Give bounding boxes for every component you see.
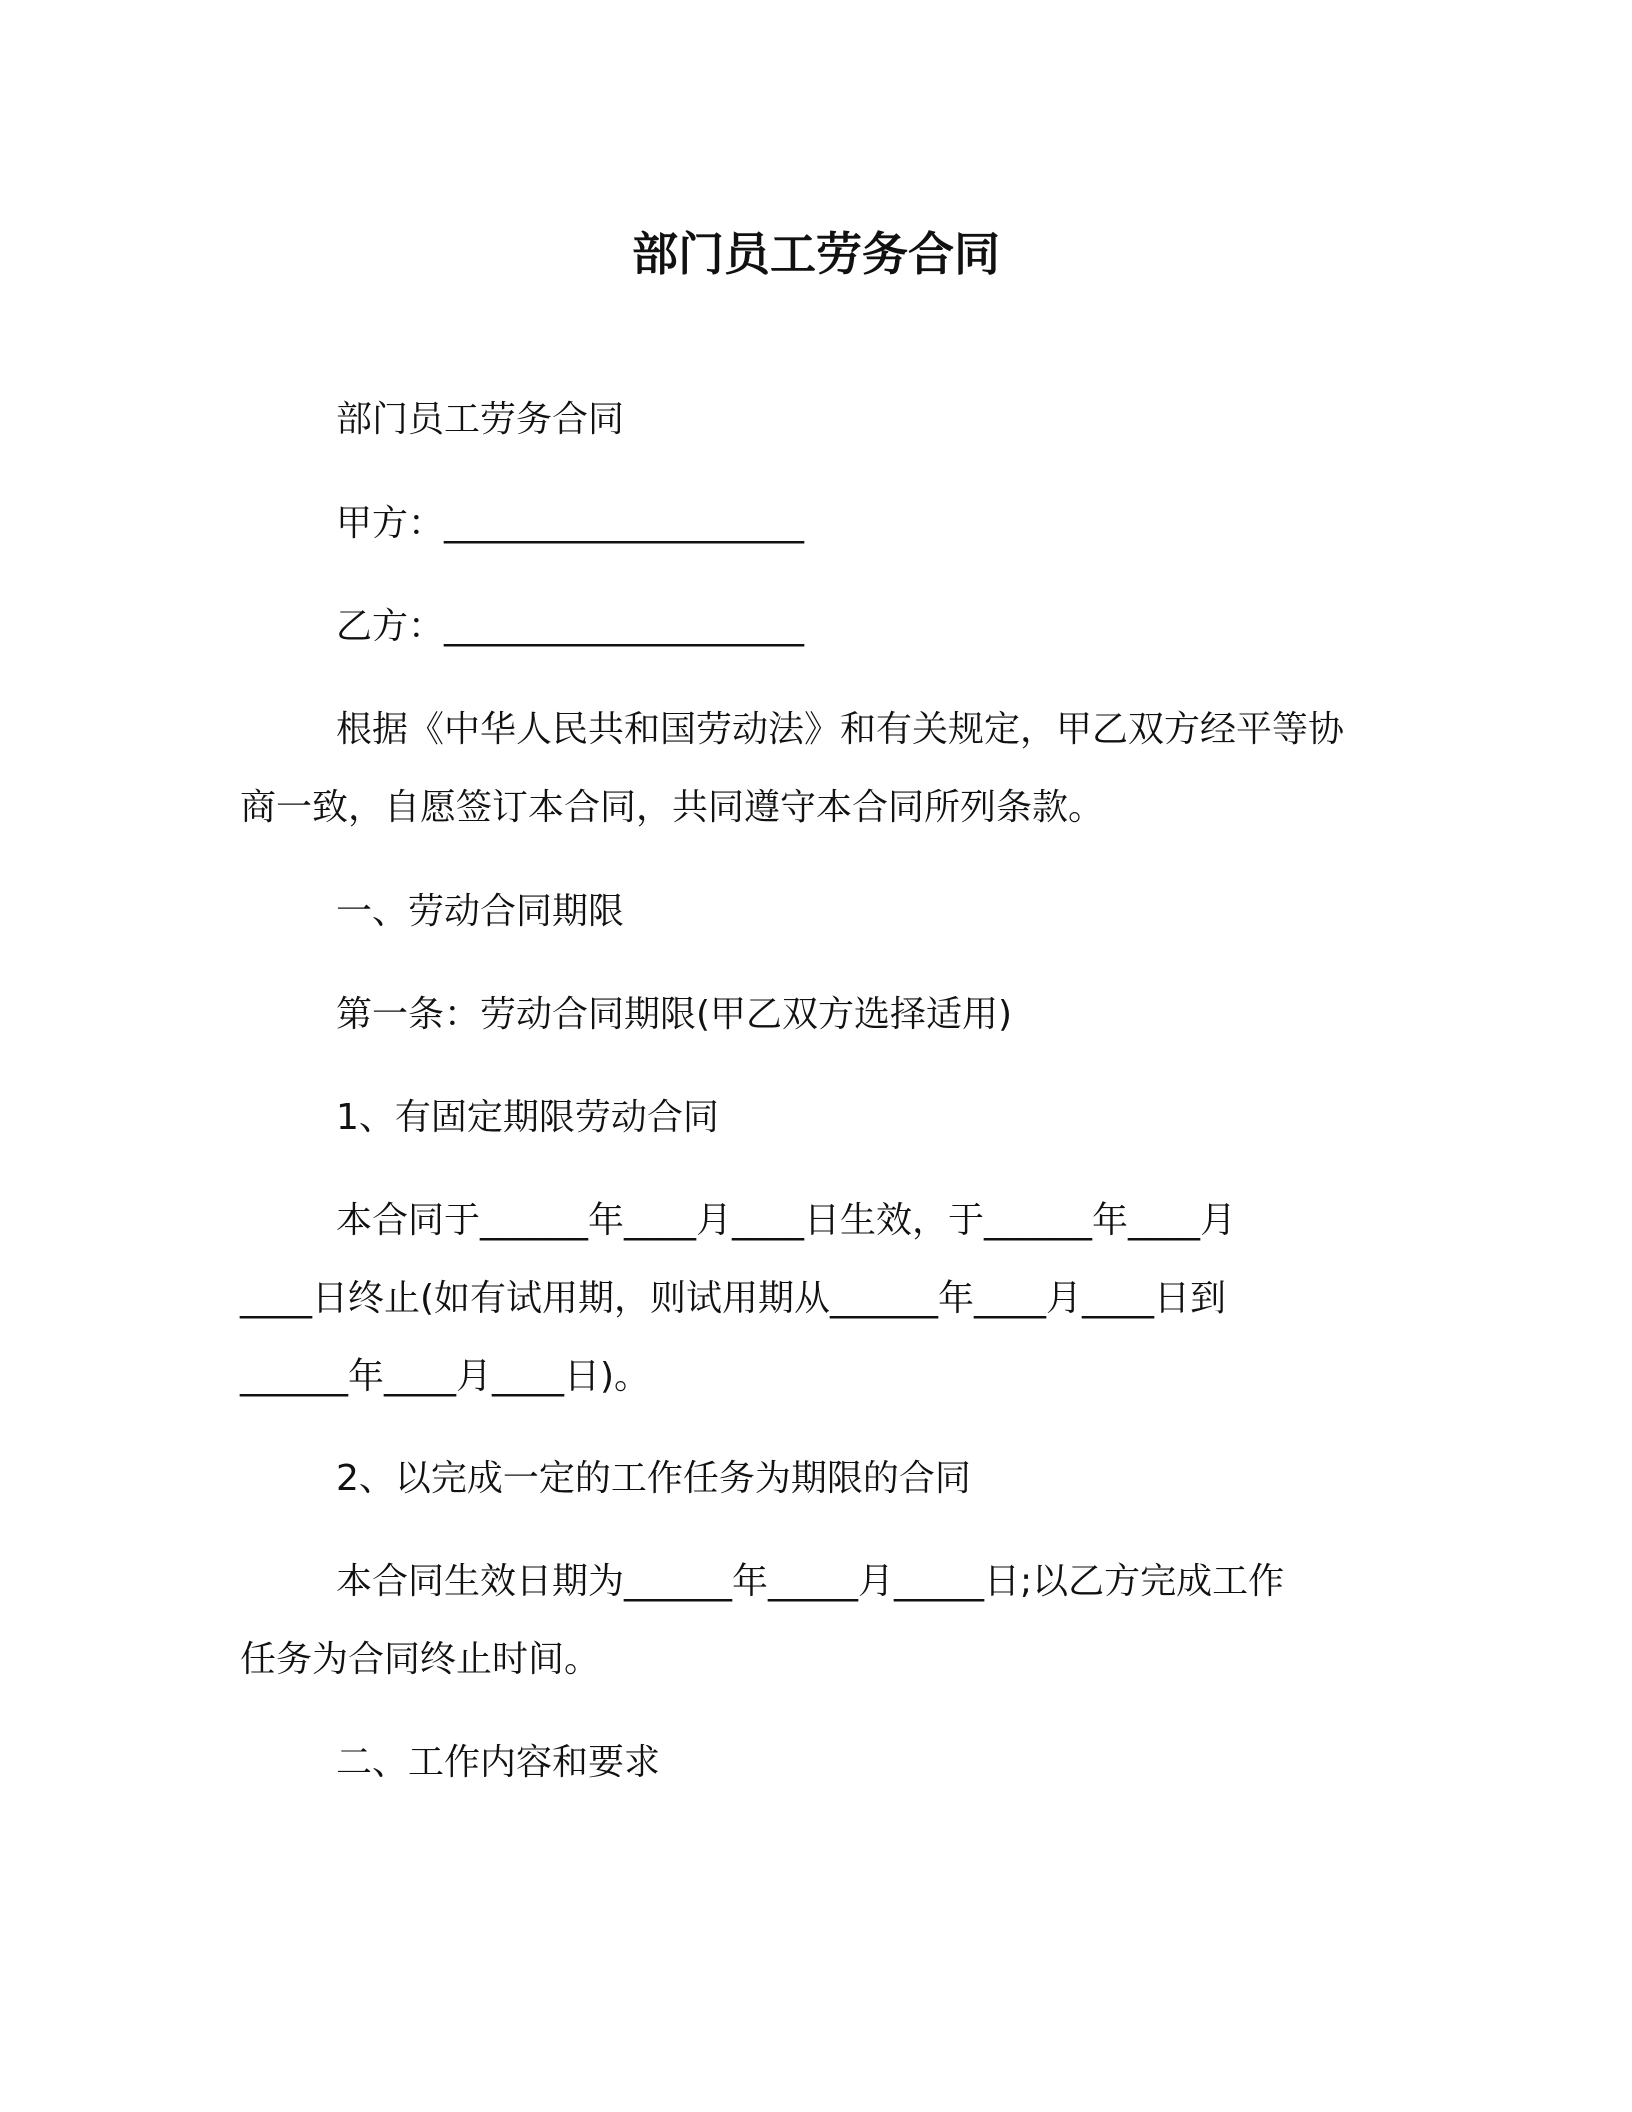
paragraph-line: 二、工作内容和要求 <box>336 1742 661 1783</box>
subtitle-paragraph <box>240 381 1400 459</box>
preamble-paragraph <box>240 691 1400 847</box>
paragraph-line: 商一致，自愿签订本合同，共同遵守本合同所列条款。 <box>240 787 1105 828</box>
paragraph-line: 根据《中华人民共和国劳动法》和有关规定，甲乙双方经平等协 <box>336 709 1345 750</box>
party-b-line <box>240 588 1400 666</box>
item-1-body <box>240 1182 1400 1416</box>
section-heading-1 <box>240 873 1400 951</box>
item-2-heading <box>240 1440 1400 1518</box>
paragraph-line: 2、以完成一定的工作任务为期限的合同 <box>336 1458 971 1499</box>
paragraph-line: 第一条：劳动合同期限(甲乙双方选择适用) <box>336 994 1013 1035</box>
item-2-body <box>240 1543 1400 1699</box>
paragraph-line: 一、劳动合同期限 <box>336 891 625 932</box>
paragraph-line: 本合同生效日期为______年_____月_____日;以乙方完成工作 <box>336 1561 1285 1602</box>
paragraph-line: ____日终止(如有试用期，则试用期从______年____月____日到 <box>240 1278 1227 1319</box>
section-heading-2 <box>240 1724 1400 1802</box>
paragraph-line: 甲方：____________________ <box>336 503 805 544</box>
paragraph-line: 部门员工劳务合同 <box>336 399 625 440</box>
article-1-heading <box>240 976 1400 1054</box>
paragraph-line: 任务为合同终止时间。 <box>240 1639 601 1680</box>
party-a-line <box>240 485 1400 563</box>
paragraph-line: 1、有固定期限劳动合同 <box>336 1097 719 1138</box>
paragraph-line: 乙方：____________________ <box>336 606 805 647</box>
document-title: 部门员工劳务合同 <box>632 227 1000 281</box>
paragraph-line: ______年____月____日)。 <box>240 1356 651 1397</box>
item-1-heading <box>240 1079 1400 1157</box>
paragraph-line: 本合同于______年____月____日生效，于______年____月 <box>336 1200 1237 1241</box>
